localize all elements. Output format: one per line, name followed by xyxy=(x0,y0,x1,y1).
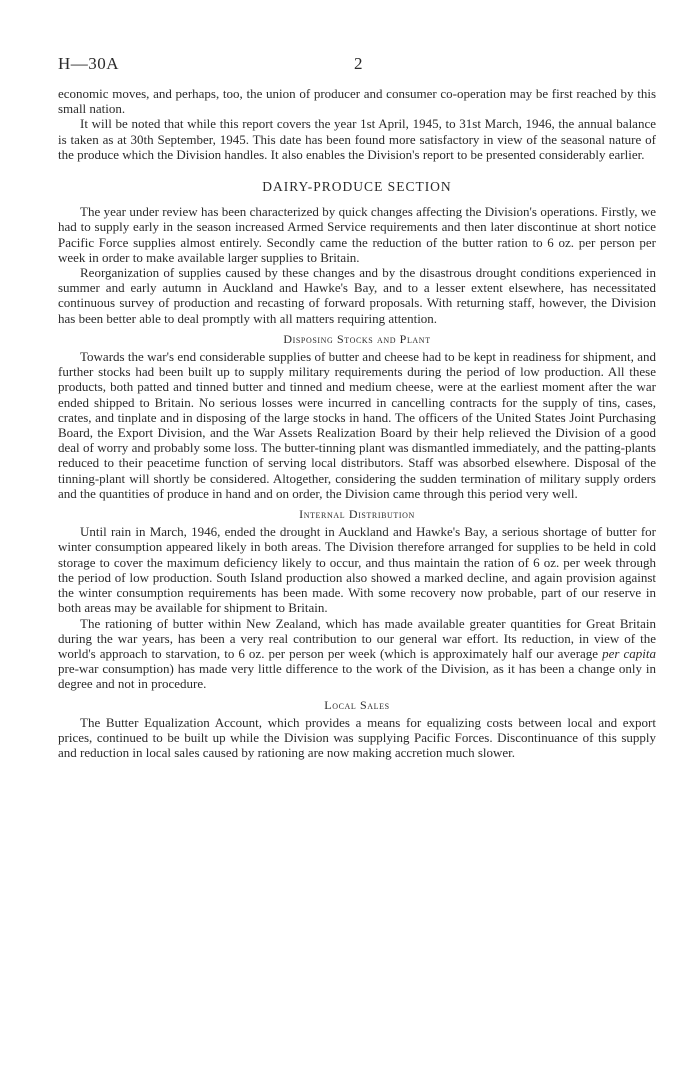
section-paragraph: Reorganization of supplies caused by these changes and by the disastrous drought conditions experienced in summer and early autumn in Auckland and Hawke's Bay, and to a lesser extent elsewhere, has necessitated continuous survey of production and recasting of forward proposals. With returning staff, however, the Division has been better able to deal promptly with all matters requiring attention. xyxy=(58,265,656,326)
page-number: 2 xyxy=(354,54,363,73)
intro-paragraph-continued: economic moves, and perhaps, too, the union of producer and consumer co-operation may be first reached by this small nation. xyxy=(58,86,656,117)
page-header xyxy=(58,52,656,86)
text-run: pre-war consumption) has made very little difference to the work of the Division, as it has been a change only in degree and not in procedure. xyxy=(58,661,656,692)
text-run: The rationing of butter within New Zealand, which has made available greater quantities for Great Britain during the war years, has been a very real contribution to our general war effort. Its reduction, in view of the world's approach to starvation, to 6 oz. per person per week (which is approximately half our average xyxy=(58,615,656,661)
intro-paragraph: It will be noted that while this report covers the year 1st April, 1945, to 31st March, 1946, the annual balance is taken as at 30th September, 1945. This date has been found more satisfactory in view of the seasonal nature of the produce which the Division handles. It also enables the Division's report to be presented considerably earlier. xyxy=(58,116,656,162)
document-reference: H—30A xyxy=(58,54,120,73)
section-paragraph: Until rain in March, 1946, ended the drought in Auckland and Hawke's Bay, a serious shortage of butter for winter consumption appeared likely in both areas. The Division therefore arranged for supplies to be held in cold storage to cover the maximum deficiency likely to occur, and thus maintain the ration of 6 oz. per week through the period of low production. South Island production also showed a marked decline, and again provision against the winter consumption requirements has been made. With some recovery now probable, part of our reserve in both areas may be available for shipment to Britain. xyxy=(58,524,656,616)
subheading-disposing-stocks: Disposing Stocks and Plant xyxy=(283,331,431,346)
section-paragraph: Towards the war's end considerable supplies of butter and cheese had to be kept in readiness for shipment, and further stocks had been built up to supply military requirements during the period of low production. All these products, both patted and tinned butter and tinned and medium cheese, were at the earliest moment after the war ended shipped to Britain. No serious losses were incurred in cancelling contracts for the supply of tins, cases, crates, and tinplate and in disposing of the large stocks in hand. The officers of the United States Joint Purchasing Board, the Export Division, and the War Assets Realization Board by their help relieved the Division of a good deal of worry and probably some loss. The butter-tinning plant was dismantled immediately, and the patting-plants reduced to their peacetime function of serving local distributors. Staff was absorbed elsewhere. Disposal of the tinning-plant will shortly be considered. Altogether, considering the sudden termination of military supply orders and the quantities of produce in hand and on order, the Division came through this period very well. xyxy=(58,349,656,501)
section-paragraph: The Butter Equalization Account, which provides a means for equalizing costs between local and export prices, continued to be built up while the Division was supplying Pacific Forces. Discontinuance of this supply and reduction in local sales caused by rationing are now making accretion much slower. xyxy=(58,714,656,761)
section-title-dairy-produce: DAIRY-PRODUCE SECTION xyxy=(262,179,452,195)
italic-text: per capita xyxy=(602,645,657,661)
subheading-internal-distribution: Internal Distribution xyxy=(299,507,415,522)
section-paragraph: The year under review has been characterized by quick changes affecting the Division's operations. Firstly, we had to supply early in the season increased Armed Service requirements and then later discontinue at short notice Pacific Force supplies almost entirely. Secondly came the reduction of the butter ration to 6 oz. per person per week in order to make available larger supplies to Britain. xyxy=(58,204,656,265)
section-paragraph xyxy=(58,616,656,692)
subheading-local-sales: Local Sales xyxy=(324,697,390,712)
